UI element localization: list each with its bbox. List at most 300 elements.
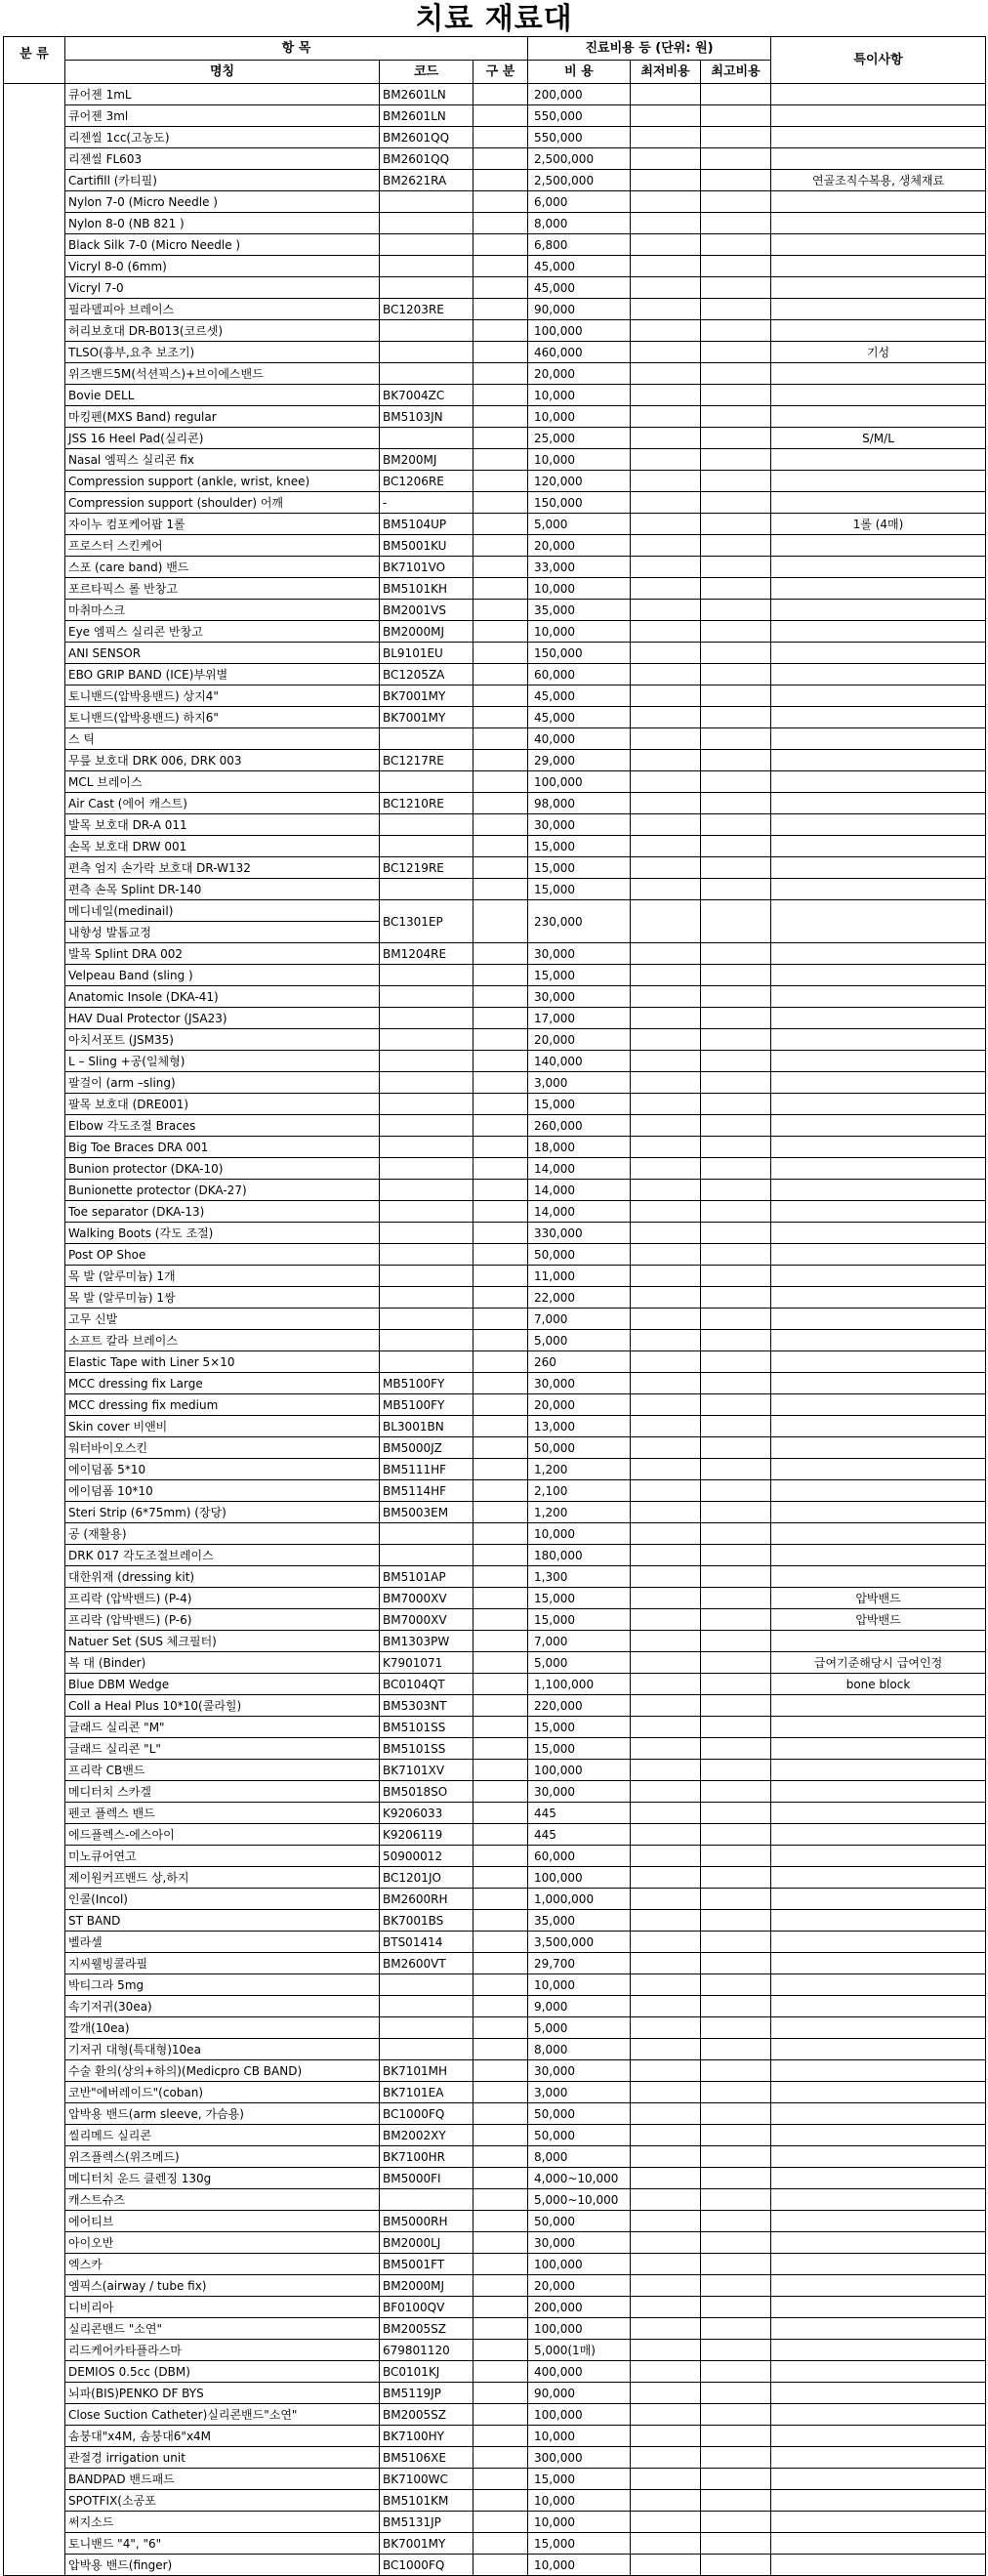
item-group-header: 항 목: [65, 37, 528, 61]
item-division: [473, 1008, 528, 1029]
item-name: 기저귀 대형(특대형)10ea: [65, 2039, 380, 2060]
item-remark: [771, 2189, 986, 2211]
item-max-cost: [701, 621, 771, 643]
item-max-cost: [701, 2555, 771, 2576]
item-name: Cartifill (카티필): [65, 170, 380, 191]
item-code: [380, 1351, 473, 1373]
item-name: MCC dressing fix Large: [65, 1373, 380, 1394]
item-remark: [771, 750, 986, 771]
table-row: [4, 2447, 986, 2469]
item-name: Nylon 8-0 (NB 821 ): [65, 213, 380, 234]
table-row: [4, 449, 986, 471]
item-code: BM2005SZ: [380, 2404, 473, 2426]
item-remark: 1롤 (4매): [771, 514, 986, 535]
item-division: [473, 879, 528, 900]
item-division: [473, 471, 528, 492]
item-code: [380, 1545, 473, 1566]
item-name: 글래드 실리콘 "L": [65, 1738, 380, 1760]
item-min-cost: [631, 1674, 701, 1695]
table-row: [4, 1309, 986, 1330]
item-division: [473, 1803, 528, 1824]
item-max-cost: [701, 342, 771, 363]
item-min-cost: [631, 2146, 701, 2168]
item-max-cost: [701, 406, 771, 428]
item-code: BM2600VT: [380, 1953, 473, 1974]
item-name: Close Suction Catheter)실리콘밴드"소연": [65, 2404, 380, 2426]
item-remark: [771, 664, 986, 686]
item-name: HAV Dual Protector (JSA23): [65, 1008, 380, 1029]
item-code: BC1206RE: [380, 471, 473, 492]
item-division: [473, 600, 528, 621]
item-min-cost: [631, 2125, 701, 2146]
item-name: 엠픽스(airway / tube fix): [65, 2275, 380, 2297]
item-min-cost: [631, 234, 701, 256]
item-name: 필라델피아 브레이스: [65, 299, 380, 320]
item-remark: [771, 879, 986, 900]
item-name: 목 발 (알루미늄) 1개: [65, 1266, 380, 1287]
table-row: [4, 1287, 986, 1309]
item-remark: [771, 1158, 986, 1180]
item-division: [473, 1652, 528, 1674]
item-code: BM2000MJ: [380, 2275, 473, 2297]
item-name: Black Silk 7-0 (Micro Needle ): [65, 234, 380, 256]
item-min-cost: [631, 1738, 701, 1760]
table-row: [4, 1523, 986, 1545]
item-remark: 기성: [771, 342, 986, 363]
item-name: 무릎 보호대 DRK 006, DRK 003: [65, 750, 380, 771]
item-code: BL3001BN: [380, 1416, 473, 1437]
item-code: [380, 363, 473, 385]
item-cost: 15,000: [528, 1738, 631, 1760]
item-division: [473, 2275, 528, 2297]
item-division: [473, 1760, 528, 1781]
item-name: 지씨웰빙콜라필: [65, 1953, 380, 1974]
item-cost: 15,000: [528, 1094, 631, 1115]
table-row: [4, 2297, 986, 2318]
item-remark: [771, 2447, 986, 2469]
item-division: [473, 1351, 528, 1373]
table-row: [4, 2533, 986, 2555]
item-min-cost: [631, 814, 701, 836]
item-max-cost: [701, 728, 771, 750]
item-remark: S/M/L: [771, 428, 986, 449]
item-remark: [771, 1223, 986, 1244]
item-code: BC1201JO: [380, 1867, 473, 1889]
item-remark: [771, 234, 986, 256]
item-cost: 100,000: [528, 2318, 631, 2340]
item-min-cost: [631, 965, 701, 986]
item-min-cost: [631, 406, 701, 428]
item-code: BM7000XV: [380, 1588, 473, 1609]
item-code: [380, 879, 473, 900]
item-division: [473, 1781, 528, 1803]
item-code: BM5111HF: [380, 1459, 473, 1480]
table-row: [4, 1717, 986, 1738]
table-row: [4, 1824, 986, 1846]
table-row: [4, 2082, 986, 2103]
name-header: 명칭: [65, 61, 380, 84]
item-name: JSS 16 Heel Pad(실리콘): [65, 428, 380, 449]
item-division: [473, 578, 528, 600]
item-division: [473, 1373, 528, 1394]
table-row: [4, 2017, 986, 2039]
item-remark: [771, 2469, 986, 2490]
item-remark: [771, 1309, 986, 1330]
item-name: Nasal 엠픽스 실리콘 fix: [65, 449, 380, 471]
table-row: [4, 1266, 986, 1287]
item-max-cost: [701, 1824, 771, 1846]
item-remark: [771, 471, 986, 492]
item-code: BM5104UP: [380, 514, 473, 535]
item-code: BM1204RE: [380, 943, 473, 965]
item-cost: 15,000: [528, 2469, 631, 2490]
item-name: 에이덤폼 10*10: [65, 1480, 380, 1502]
item-name: 자이누 컴포케어팝 1롤: [65, 514, 380, 535]
item-min-cost: [631, 1523, 701, 1545]
item-remark: [771, 1974, 986, 1996]
item-name: 캐스트슈즈: [65, 2189, 380, 2211]
item-remark: [771, 2060, 986, 2082]
item-min-cost: [631, 2082, 701, 2103]
item-division: [473, 793, 528, 814]
item-name: 벨라셀: [65, 1932, 380, 1953]
item-name: 리젠씰 FL603: [65, 148, 380, 170]
item-cost: 10,000: [528, 2426, 631, 2447]
item-max-cost: [701, 1051, 771, 1072]
item-name: 팔목 보호대 (DRE001): [65, 1094, 380, 1115]
item-name: 뇌파(BIS)PENKO DF BYS: [65, 2383, 380, 2404]
item-code: BM5003EM: [380, 1502, 473, 1523]
item-max-cost: [701, 2039, 771, 2060]
item-cost: 20,000: [528, 1029, 631, 1051]
item-division: [473, 1029, 528, 1051]
item-cost: 260,000: [528, 1115, 631, 1137]
item-max-cost: [701, 1781, 771, 1803]
item-division: [473, 986, 528, 1008]
item-cost: 6,800: [528, 234, 631, 256]
table-row: [4, 1631, 986, 1652]
item-division: [473, 2060, 528, 2082]
item-code: BK7001MY: [380, 707, 473, 728]
item-max-cost: [701, 492, 771, 514]
item-name: 허리보호대 DR-B013(코르셋): [65, 320, 380, 342]
item-cost: 6,000: [528, 191, 631, 213]
item-cost: 445: [528, 1824, 631, 1846]
item-name: Air Cast (에어 캐스트): [65, 793, 380, 814]
item-min-cost: [631, 2103, 701, 2125]
item-division: [473, 1137, 528, 1158]
table-row: [4, 900, 986, 922]
table-row: [4, 621, 986, 643]
item-name: 큐어젠 3ml: [65, 105, 380, 127]
item-min-cost: [631, 1180, 701, 1201]
item-division: [473, 1846, 528, 1867]
item-code: BC1217RE: [380, 750, 473, 771]
item-remark: [771, 148, 986, 170]
item-name: 편측 손목 Splint DR-140: [65, 879, 380, 900]
item-code: MB5100FY: [380, 1373, 473, 1394]
item-division: [473, 1287, 528, 1309]
item-remark: [771, 2017, 986, 2039]
item-name: 메디터치 스카겔: [65, 1781, 380, 1803]
item-max-cost: [701, 2318, 771, 2340]
table-row: [4, 2232, 986, 2254]
item-cost: 100,000: [528, 1867, 631, 1889]
item-division: [473, 728, 528, 750]
item-name: Elbow 각도조절 Braces: [65, 1115, 380, 1137]
item-code: [380, 1137, 473, 1158]
item-division: [473, 1545, 528, 1566]
table-row: [4, 385, 986, 406]
item-min-cost: [631, 1244, 701, 1266]
item-name: ANI SENSOR: [65, 643, 380, 664]
table-row: [4, 492, 986, 514]
item-cost: 2,100: [528, 1480, 631, 1502]
item-cost: 445: [528, 1803, 631, 1824]
item-cost: 50,000: [528, 2211, 631, 2232]
item-remark: [771, 1416, 986, 1437]
item-min-cost: [631, 363, 701, 385]
item-min-cost: [631, 1072, 701, 1094]
item-cost: 30,000: [528, 1781, 631, 1803]
item-min-cost: [631, 1351, 701, 1373]
item-code: BC1301EP: [380, 900, 473, 943]
item-remark: [771, 1502, 986, 1523]
item-remark: 압박밴드: [771, 1609, 986, 1631]
item-remark: [771, 2533, 986, 2555]
table-row: [4, 535, 986, 557]
table-row: [4, 1094, 986, 1115]
page-title: 치료 재료대: [415, 2, 573, 36]
item-cost: 98,000: [528, 793, 631, 814]
item-code: BM200MJ: [380, 449, 473, 471]
item-code: [380, 1266, 473, 1287]
item-max-cost: [701, 2404, 771, 2426]
item-remark: [771, 814, 986, 836]
item-max-cost: [701, 2490, 771, 2512]
item-max-cost: [701, 2168, 771, 2189]
item-cost: 30,000: [528, 2232, 631, 2254]
item-division: [473, 1996, 528, 2017]
item-division: [473, 943, 528, 965]
item-remark: [771, 1287, 986, 1309]
item-max-cost: [701, 191, 771, 213]
item-cost: 15,000: [528, 1609, 631, 1631]
item-remark: [771, 2490, 986, 2512]
item-cost: 45,000: [528, 686, 631, 707]
item-max-cost: [701, 1760, 771, 1781]
item-max-cost: [701, 1717, 771, 1738]
item-min-cost: [631, 1652, 701, 1674]
item-division: [473, 2469, 528, 2490]
item-name: Anatomic Insole (DKA-41): [65, 986, 380, 1008]
item-code: BM2601QQ: [380, 148, 473, 170]
item-code: -: [380, 492, 473, 514]
item-max-cost: [701, 2297, 771, 2318]
item-division: [473, 1974, 528, 1996]
item-division: [473, 1609, 528, 1631]
item-division: [473, 1115, 528, 1137]
table-row: [4, 320, 986, 342]
item-code: [380, 1974, 473, 1996]
item-min-cost: [631, 557, 701, 578]
item-max-cost: [701, 535, 771, 557]
item-code: [380, 320, 473, 342]
item-division: [473, 1824, 528, 1846]
table-row: [4, 1158, 986, 1180]
item-max-cost: [701, 750, 771, 771]
code-header: 코드: [380, 61, 473, 84]
table-row: [4, 342, 986, 363]
item-max-cost: [701, 1695, 771, 1717]
item-cost: 2,500,000: [528, 170, 631, 191]
item-code: BM5101KH: [380, 578, 473, 600]
item-code: BM5119JP: [380, 2383, 473, 2404]
table-row: [4, 2254, 986, 2275]
item-max-cost: [701, 2533, 771, 2555]
item-min-cost: [631, 1309, 701, 1330]
item-remark: [771, 1094, 986, 1115]
item-division: [473, 1953, 528, 1974]
item-max-cost: [701, 234, 771, 256]
item-max-cost: [701, 1502, 771, 1523]
table-row: [4, 2361, 986, 2383]
item-min-cost: [631, 1695, 701, 1717]
item-code: [380, 1523, 473, 1545]
item-code: BK7001BS: [380, 1910, 473, 1932]
item-code: BM5131JP: [380, 2512, 473, 2533]
item-division: [473, 1223, 528, 1244]
item-min-cost: [631, 1416, 701, 1437]
item-remark: [771, 1523, 986, 1545]
item-min-cost: [631, 1974, 701, 1996]
item-remark: [771, 1803, 986, 1824]
item-min-cost: [631, 428, 701, 449]
item-remark: [771, 1867, 986, 1889]
item-max-cost: [701, 1309, 771, 1330]
item-division: [473, 84, 528, 105]
item-max-cost: [701, 578, 771, 600]
item-name: 고무 신발: [65, 1309, 380, 1330]
item-cost: 1,200: [528, 1502, 631, 1523]
item-remark: [771, 1717, 986, 1738]
item-min-cost: [631, 707, 701, 728]
item-remark: [771, 965, 986, 986]
item-remark: [771, 1631, 986, 1652]
item-remark: [771, 1996, 986, 2017]
table-row: [4, 879, 986, 900]
item-division: [473, 2146, 528, 2168]
item-min-cost: [631, 1266, 701, 1287]
item-name: 박티그라 5mg: [65, 1974, 380, 1996]
item-remark: [771, 1330, 986, 1351]
materials-table: [3, 36, 986, 2576]
item-min-cost: [631, 943, 701, 965]
item-remark: [771, 1437, 986, 1459]
item-cost: 30,000: [528, 943, 631, 965]
item-min-cost: [631, 2490, 701, 2512]
item-min-cost: [631, 1480, 701, 1502]
item-max-cost: [701, 1244, 771, 1266]
item-code: K9206119: [380, 1824, 473, 1846]
item-name: Steri Strip (6*75mm) (장당): [65, 1502, 380, 1523]
item-remark: [771, 2512, 986, 2533]
item-min-cost: [631, 2275, 701, 2297]
table-row: [4, 857, 986, 879]
item-cost: 1,200: [528, 1459, 631, 1480]
item-code: BC1000FQ: [380, 2103, 473, 2125]
item-cost: 15,000: [528, 857, 631, 879]
item-code: BM5018SO: [380, 1781, 473, 1803]
item-remark: [771, 277, 986, 299]
item-remark: [771, 299, 986, 320]
table-row: [4, 1051, 986, 1072]
division-header: 구 분: [473, 61, 528, 84]
item-code: BK7101XV: [380, 1760, 473, 1781]
item-division: [473, 686, 528, 707]
item-code: [380, 1029, 473, 1051]
item-min-cost: [631, 2060, 701, 2082]
item-max-cost: [701, 449, 771, 471]
item-code: [380, 1115, 473, 1137]
item-min-cost: [631, 1158, 701, 1180]
item-remark: 연골조직수복용, 생체재료: [771, 170, 986, 191]
item-name: Blue DBM Wedge: [65, 1674, 380, 1695]
table-row: [4, 1416, 986, 1437]
item-remark: [771, 1072, 986, 1094]
item-division: [473, 2103, 528, 2125]
item-code: BF0100QV: [380, 2297, 473, 2318]
item-max-cost: [701, 1158, 771, 1180]
item-code: [380, 1201, 473, 1223]
item-remark: [771, 986, 986, 1008]
item-cost: 2,500,000: [528, 148, 631, 170]
item-max-cost: [701, 1094, 771, 1115]
item-code: BM5114HF: [380, 1480, 473, 1502]
item-name: 마킹펜(MXS Band) regular: [65, 406, 380, 428]
item-max-cost: [701, 84, 771, 105]
item-code: 679801120: [380, 2340, 473, 2361]
item-max-cost: [701, 1652, 771, 1674]
item-division: [473, 535, 528, 557]
item-name: 에드플렉스-에스아이: [65, 1824, 380, 1846]
item-code: BM5303NT: [380, 1695, 473, 1717]
item-remark: [771, 1008, 986, 1029]
item-min-cost: [631, 771, 701, 793]
item-min-cost: [631, 535, 701, 557]
item-name: Skin cover 비앤비: [65, 1416, 380, 1437]
item-code: BM5000FI: [380, 2168, 473, 2189]
item-min-cost: [631, 600, 701, 621]
item-max-cost: [701, 664, 771, 686]
item-remark: [771, 191, 986, 213]
item-cost: 180,000: [528, 1545, 631, 1566]
item-max-cost: [701, 707, 771, 728]
item-max-cost: [701, 1223, 771, 1244]
item-code: [380, 771, 473, 793]
item-max-cost: [701, 836, 771, 857]
table-row: [4, 1738, 986, 1760]
item-remark: [771, 1266, 986, 1287]
item-code: BK7004ZC: [380, 385, 473, 406]
item-min-cost: [631, 1910, 701, 1932]
item-cost: 300,000: [528, 2447, 631, 2469]
item-max-cost: [701, 2426, 771, 2447]
item-name: 펜코 플렉스 밴드: [65, 1803, 380, 1824]
item-cost: 8,000: [528, 2146, 631, 2168]
table-row: [4, 84, 986, 105]
item-division: [473, 363, 528, 385]
